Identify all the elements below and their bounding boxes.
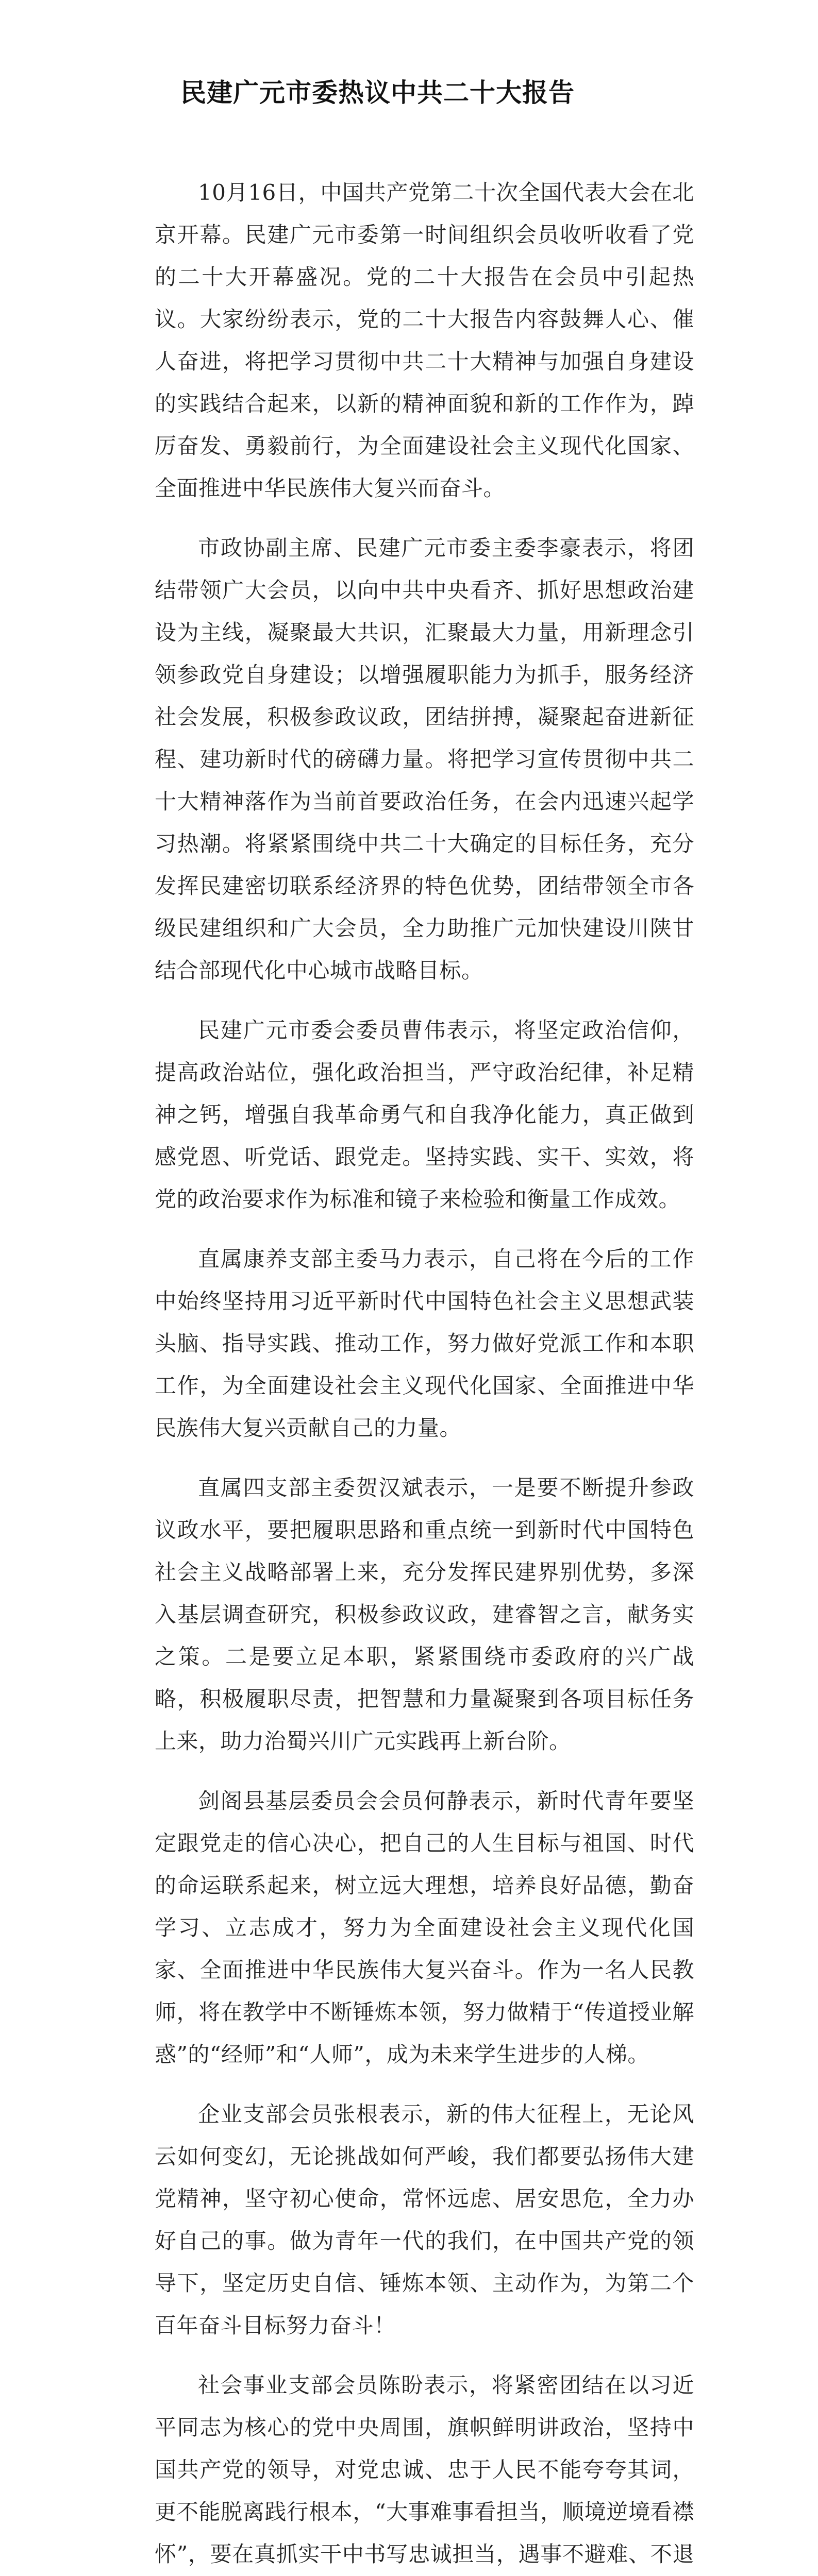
article-title: 民建广元市委热议中共二十大报告 (180, 77, 575, 108)
article-paragraph-8: 社会事业支部会员陈盼表示，将紧密团结在以习近平同志为核心的党中央周围，旗帜鲜明讲政治，坚持中国共产党的领导，对党忠诚、忠于人民不能夸夸其词，更不能脱离践行根本，“大事难事看担当，顺境逆境看襟怀”，要在真抓实干中书写忠诚担当，遇事不避难、不退 (155, 2372, 694, 2567)
article-paragraph-7: 企业支部会员张根表示，新的伟大征程上，无论风云如何变幻，无论挑战如何严峻，我们都要弘扬伟大建党精神，坚守初心使命，常怀远虑、居安思危，全力办好自己的事。做为青年一代的我们，在中国共产党的领导下，坚定历史自信、锤炼本领、主动作为，为第二个百年奋斗目标努力奋斗！ (155, 2102, 694, 2338)
article-paragraph-6: 剑阁县基层委员会会员何静表示，新时代青年要坚定跟党走的信心决心，把自己的人生目标与祖国、时代的命运联系起来，树立远大理想，培养良好品德，勤奋学习、立志成才，努力为全面建设社会主义现代化国家、全面推进中华民族伟大复兴奋斗。作为一名人民教师，将在教学中不断锤炼本领，努力做精于“传道授业解惑”的“经师”和“人师”，成为未来学生进步的人梯。 (155, 1788, 694, 2067)
article-paragraph-1: 10月16日，中国共产党第二十次全国代表大会在北京开幕。民建广元市委第一时间组织会员收听收看了党的二十大开幕盛况。党的二十大报告在会员中引起热议。大家纷纷表示，党的二十大报告内容鼓舞人心、催人奋进，将把学习贯彻中共二十大精神与加强自身建设的实践结合起来，以新的精神面貌和新的工作作为，踔厉奋发、勇毅前行，为全面建设社会主义现代化国家、全面推进中华民族伟大复兴而奋斗。 (155, 180, 694, 501)
article-paragraph-5: 直属四支部主委贺汉斌表示，一是要不断提升参政议政水平，要把履职思路和重点统一到新时代中国特色社会主义战略部署上来，充分发挥民建界别优势，多深入基层调查研究，积极参政议政，建睿智之言，献务实之策。二是要立足本职，紧紧围绕市委政府的兴广战略，积极履职尽责，把智慧和力量凝聚到各项目标任务上来，助力治蜀兴川广元实践再上新台阶。 (155, 1475, 694, 1754)
article-paragraph-4: 直属康养支部主委马力表示，自己将在今后的工作中始终坚持用习近平新时代中国特色社会主义思想武装头脑、指导实践、推动工作，努力做好党派工作和本职工作，为全面建设社会主义现代化国家、全面推进中华民族伟大复兴贡献自己的力量。 (155, 1246, 694, 1440)
article-body (155, 172, 694, 2576)
article-paragraph-3: 民建广元市委会委员曹伟表示，将坚定政治信仰，提高政治站位，强化政治担当，严守政治纪律，补足精神之钙，增强自我革命勇气和自我净化能力，真正做到感党恩、听党话、跟党走。坚持实践、实干、实效，将党的政治要求作为标准和镜子来检验和衡量工作成效。 (155, 1018, 694, 1212)
article-paragraph-2: 市政协副主席、民建广元市委主委李豪表示，将团结带领广大会员，以向中共中央看齐、抓好思想政治建设为主线，凝聚最大共识，汇聚最大力量，用新理念引领参政党自身建设；以增强履职能力为抓手，服务经济社会发展，积极参政议政，团结拼搏，凝聚起奋进新征程、建功新时代的磅礴力量。将把学习宣传贯彻中共二十大精神落作为当前首要政治任务，在会内迅速兴起学习热潮。将紧紧围绕中共二十大确定的目标任务，充分发挥民建密切联系经济界的特色优势，团结带领全市各级民建组织和广大会员，全力助推广元加快建设川陕甘结合部现代化中心城市战略目标。 (155, 535, 694, 983)
